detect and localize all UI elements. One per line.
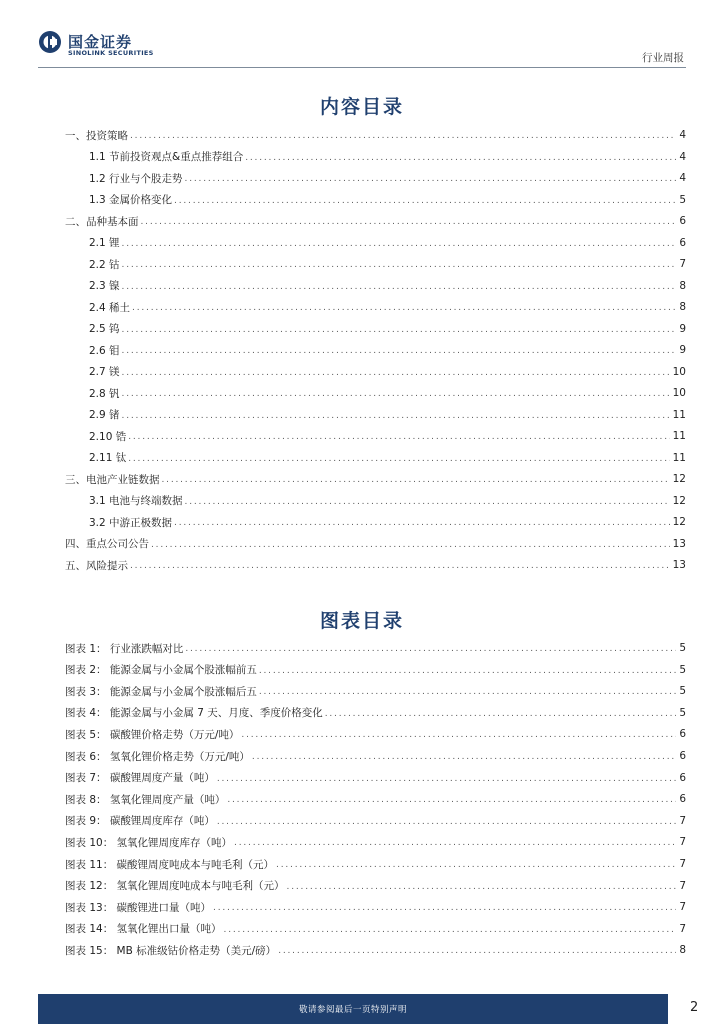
toc-entry-page: 13 [672,537,686,550]
toc-entry-page: 8 [679,301,686,313]
toc-entry[interactable] [89,149,686,165]
toc-leader-dots [259,687,676,697]
toc-leader-dots [185,644,676,654]
toc-entry-label: 图表 9： 碳酸锂周度库存（吨） [65,815,215,828]
toc-entry-page: 10 [672,387,686,399]
toc-leader-dots [241,730,676,740]
toc-entry[interactable] [65,640,686,656]
toc-leader-dots [276,860,676,870]
toc-leader-dots [122,260,677,270]
toc-entry-label: 2.4 稀土 [89,301,131,314]
page-header [0,0,724,70]
toc-entry-page: 7 [679,901,686,914]
toc-entry-label: 一、投资策略 [65,129,128,142]
toc-entry-page: 13 [672,559,686,571]
toc-entry[interactable] [65,726,686,742]
toc-entry-page: 7 [679,814,686,827]
toc-leader-dots [162,475,670,485]
toc-entry[interactable] [89,493,686,509]
logo-chinese-name: 国金证券 [68,33,133,51]
toc-entry-label: 2.5 钨 [89,323,120,335]
toc-entry[interactable] [89,364,686,380]
toc-entry[interactable] [89,321,686,337]
toc-entry[interactable] [65,899,686,915]
toc-leader-dots [224,925,677,935]
page-footer [0,994,724,1024]
toc-entry[interactable] [65,813,686,829]
toc-leader-dots [245,153,676,163]
toc-entry-page: 11 [672,408,686,421]
toc-entry[interactable] [65,557,686,573]
toc-entry[interactable] [65,856,686,872]
toc-entry-label: 3.2 中游正极数据 [89,516,173,529]
toc-entry-label: 图表 2： 能源金属与小金属个股涨幅前五 [65,664,257,677]
toc-leader-dots [122,368,670,378]
toc-entry-label: 图表 14： 氢氧化锂出口量（吨） [65,923,222,936]
footer-disclaimer: 敬请参阅最后一页特别声明 [298,1005,407,1015]
toc-entry-page: 8 [679,279,686,292]
toc-entry-page: 6 [679,793,686,806]
toc-leader-dots [217,774,676,784]
toc-entry-label: 2.9 锗 [89,409,120,421]
toc-leader-dots [128,454,669,464]
toc-leader-dots [130,561,670,571]
toc-entry[interactable] [89,428,686,444]
toc-entry[interactable] [65,942,686,958]
toc-entry-label: 二、品种基本面 [65,215,139,228]
toc-entry[interactable] [89,299,686,315]
company-logo [38,30,168,58]
toc-entry-label: 图表 15： MB 标准级钴价格走势（美元/磅） [65,944,277,957]
toc-entry-label: 2.2 钴 [89,258,120,271]
toc-entry-page: 6 [679,236,686,249]
toc-entry-page: 7 [679,836,686,849]
toc-entry-label: 三、电池产业链数据 [65,473,160,486]
toc-entry[interactable] [89,192,686,208]
toc-entry[interactable] [89,342,686,358]
toc-entry-label: 四、重点公司公告 [65,538,149,550]
toc-leader-dots [227,795,676,805]
toc-leader-dots [278,946,676,956]
toc-entry-label: 1.3 金属价格变化 [89,194,173,206]
toc-leader-dots [122,239,677,249]
toc-entry-page: 12 [672,494,686,507]
toc-leader-dots [130,131,676,141]
toc-entry[interactable] [65,662,686,678]
toc-leader-dots [122,346,677,356]
toc-leader-dots [234,838,676,848]
toc-entry[interactable] [89,514,686,530]
toc-entry-label: 图表 12： 氢氧化锂周度吨成本与吨毛利（元） [65,880,285,893]
toc-entry-label: 2.1 锂 [89,237,120,249]
toc-entry[interactable] [65,834,686,850]
toc-entry-page: 7 [679,258,686,270]
toc-leader-dots [128,432,669,442]
toc-entry[interactable] [65,921,686,937]
toc-entry-page: 6 [679,750,686,762]
toc-entry-label: 图表 4： 能源金属与小金属 7 天、月度、季度价格变化 [65,707,323,720]
toc-entry-page: 7 [679,922,686,935]
toc-entry-label: 图表 5： 碳酸锂价格走势（万元/吨） [65,728,240,741]
toc-entry[interactable] [65,878,686,894]
toc-entry-label: 2.11 钛 [89,452,127,464]
toc-entry-page: 6 [679,728,686,741]
report-type-label: 行业周报 [642,52,684,64]
toc-entry[interactable] [89,256,686,272]
page-number: 2 [690,1000,699,1015]
toc-entry-page: 8 [679,944,686,957]
contents-title: 内容目录 [319,96,404,118]
toc-entry-label: 图表 3： 能源金属与小金属个股涨幅后五 [65,685,257,698]
toc-leader-dots [151,540,670,550]
toc-entry-page: 7 [679,879,686,892]
toc-entry-label: 2.6 钼 [89,344,120,357]
toc-entry[interactable] [65,705,686,721]
toc-leader-dots [325,709,677,719]
toc-entry-label: 2.7 镁 [89,366,120,378]
toc-entry-page: 5 [679,685,686,698]
toc-entry-label: 图表 10： 氢氧化锂周度库存（吨） [65,836,233,849]
toc-entry[interactable] [65,791,686,807]
toc-leader-dots [122,411,670,421]
toc-entry-page: 5 [679,642,686,654]
toc-leader-dots [185,174,677,184]
toc-entry-page: 5 [679,706,686,719]
toc-entry-page: 5 [679,193,686,206]
toc-leader-dots [252,752,676,762]
toc-entry-label: 1.2 行业与个股走势 [89,172,183,185]
toc-leader-dots [185,497,670,507]
toc-entry-label: 1.1 节前投资观点&重点推荐组合 [89,151,244,163]
toc-entry-label: 图表 6： 氢氧化锂价格走势（万元/吨） [65,750,250,763]
toc-entry-label: 图表 7： 碳酸锂周度产量（吨） [65,772,215,785]
toc-entry-page: 4 [679,129,686,141]
sinolink-logo-icon [38,30,62,54]
toc-leader-dots [122,389,670,399]
toc-entry[interactable] [65,127,686,143]
toc-leader-dots [287,882,677,892]
toc-entry-page: 12 [672,516,686,528]
toc-entry-label: 图表 8： 氢氧化锂周度产量（吨） [65,793,226,806]
toc-entry-page: 4 [679,150,686,163]
header-divider [38,67,686,68]
toc-entry-page: 9 [679,344,686,356]
toc-entry-label: 五、风险提示 [65,559,128,572]
logo-english-name: SINOLINK SECURITIES [68,49,154,57]
toc-entry[interactable] [89,235,686,251]
toc-entry-label: 2.3 镍 [89,280,120,292]
figures-title: 图表目录 [319,610,404,632]
toc-entry-page: 9 [679,322,686,335]
toc-leader-dots [122,282,677,292]
toc-entry-page: 5 [679,663,686,676]
toc-entry[interactable] [89,407,686,423]
toc-entry[interactable] [89,278,686,294]
toc-leader-dots [259,666,676,676]
toc-entry[interactable] [65,683,686,699]
toc-entry-label: 图表 11： 碳酸锂周度吨成本与吨毛利（元） [65,858,275,871]
toc-entry-label: 图表 1： 行业涨跌幅对比 [65,642,184,655]
toc-leader-dots [174,196,676,206]
toc-entry-label: 图表 13： 碳酸锂进口量（吨） [65,901,212,914]
toc-entry-page: 4 [679,172,686,184]
toc-entry-page: 10 [672,365,686,378]
toc-leader-dots [217,817,676,827]
toc-leader-dots [174,518,670,528]
toc-entry-page: 11 [672,451,686,464]
toc-leader-dots [122,325,677,335]
toc-entry[interactable] [89,385,686,401]
toc-entry[interactable] [65,213,686,229]
toc-leader-dots [141,217,677,227]
toc-entry[interactable] [65,471,686,487]
toc-entry[interactable] [65,770,686,786]
toc-leader-dots [132,303,676,313]
toc-entry[interactable] [65,748,686,764]
toc-entry[interactable] [89,450,686,466]
toc-entry-page: 12 [672,473,686,485]
toc-entry[interactable] [65,536,686,552]
toc-entry-label: 2.8 钒 [89,387,120,400]
toc-entry-page: 6 [679,215,686,227]
toc-entry-page: 7 [679,858,686,870]
toc-entry-page: 6 [679,771,686,784]
toc-entry[interactable] [89,170,686,186]
toc-entry-page: 11 [672,430,686,442]
toc-leader-dots [213,903,676,913]
toc-entry-label: 3.1 电池与终端数据 [89,495,183,507]
toc-entry-label: 2.10 锆 [89,430,127,443]
